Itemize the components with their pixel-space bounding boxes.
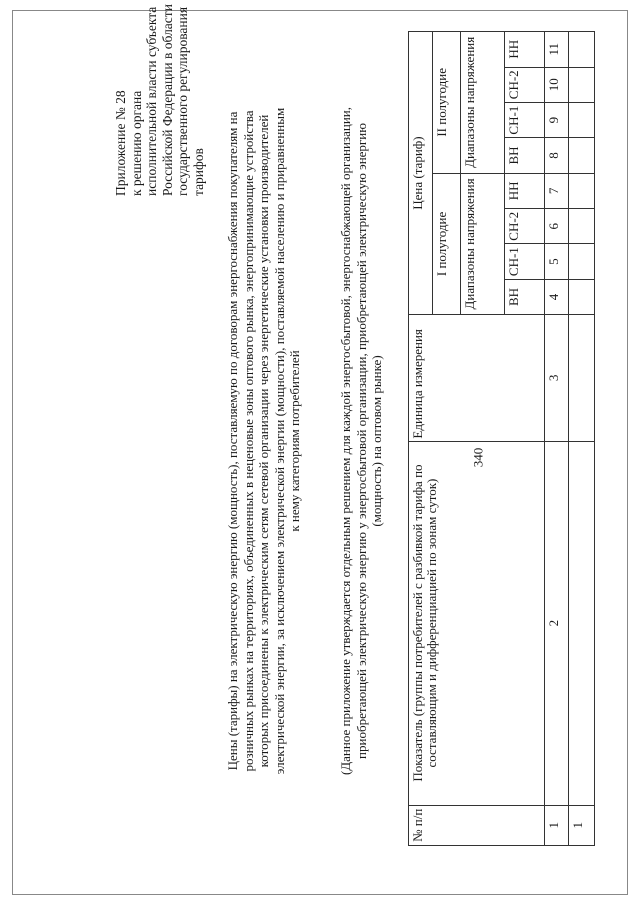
note-line: (Данное приложение утверждается отдельным решением для каждой энергосбытовой, энергоснабжающей организации,	[338, 106, 353, 776]
title-line: розничных рынках на территориях, объединенных в неценовые зоны оптового рынка, энергопринимающие устройства	[240, 110, 256, 772]
header-indicator: Показатель (группы потребителей с разбивкой тарифа по составляющим и дифференциацией по зонам суток)	[409, 441, 545, 805]
document-title	[225, 11, 303, 871]
col-number: 2	[545, 441, 569, 805]
appendix-line: к решению органа	[128, 90, 144, 196]
voltage-vn-h1: ВН	[505, 279, 545, 314]
title-line: к нему категориям потребителей	[287, 350, 302, 532]
col-number: 9	[545, 102, 569, 137]
voltage-sn1-h1: СН-1	[505, 244, 545, 279]
header-price: Цена (тариф)	[409, 32, 433, 315]
col-number: 6	[545, 209, 569, 244]
empty-cell	[569, 173, 595, 208]
title-line: электрической энергии, за исключением электрической энергии (мощности), поставляемой населению и приравненным	[271, 107, 287, 775]
empty-cell	[569, 209, 595, 244]
col-number: 7	[545, 173, 569, 208]
title-line: которых присоединены к электрическим сетям сетевой организации через энергетические установки производителей	[256, 114, 271, 768]
col-number: 10	[545, 67, 569, 102]
empty-cell	[569, 279, 595, 314]
empty-cell	[569, 32, 595, 68]
rotated-content	[13, 4, 613, 871]
empty-cell	[569, 441, 595, 805]
col-number: 5	[545, 244, 569, 279]
title-line: Цены (тарифы) на электрическую энергию (мощность), поставляемую по договорам энергоснабжения покупателям на	[225, 111, 240, 771]
col-number: 4	[545, 279, 569, 314]
row-number: 1	[569, 805, 595, 845]
note-line: приобретающей электрическую энергию у энергосбытовой организации, приобретающей электрическую энергию	[353, 123, 369, 759]
empty-cell	[569, 67, 595, 102]
voltage-vn-h2: ВН	[505, 138, 545, 173]
empty-cell	[569, 244, 595, 279]
col-number: 8	[545, 138, 569, 173]
col-number: 11	[545, 32, 569, 68]
header-num: № п/п	[409, 805, 545, 845]
document-page	[12, 4, 628, 895]
header-ranges-2: Диапазоны напряжения	[461, 32, 505, 174]
note-line: (мощность) на оптовом рынке)	[369, 355, 384, 527]
appendix-line: исполнительной власти субъекта	[144, 6, 159, 196]
col-number: 1	[545, 805, 569, 845]
appendix-line: Приложение № 28	[113, 90, 128, 196]
empty-cell	[569, 102, 595, 137]
appendix-line: Российской Федерации в области	[159, 4, 175, 196]
tariff-table	[408, 31, 595, 846]
header-unit: Единица измерения	[409, 315, 545, 441]
voltage-sn2-h2: СН-2	[505, 67, 545, 102]
empty-cell	[569, 315, 595, 441]
voltage-sn2-h1: СН-2	[505, 209, 545, 244]
document-note	[338, 11, 385, 871]
header-half-2: II полугодие	[433, 32, 461, 174]
empty-cell	[569, 138, 595, 173]
appendix-line: государственного регулирования	[175, 6, 190, 196]
voltage-sn1-h2: СН-1	[505, 102, 545, 137]
voltage-nn-h2: НН	[505, 32, 545, 68]
appendix-caption	[113, 6, 206, 196]
page-number: 340	[470, 447, 486, 468]
header-ranges-1: Диапазоны напряжения	[461, 173, 505, 315]
voltage-nn-h1: НН	[505, 173, 545, 208]
header-half-1: I полугодие	[433, 173, 461, 315]
appendix-line: тарифов	[190, 148, 206, 196]
col-number: 3	[545, 315, 569, 441]
